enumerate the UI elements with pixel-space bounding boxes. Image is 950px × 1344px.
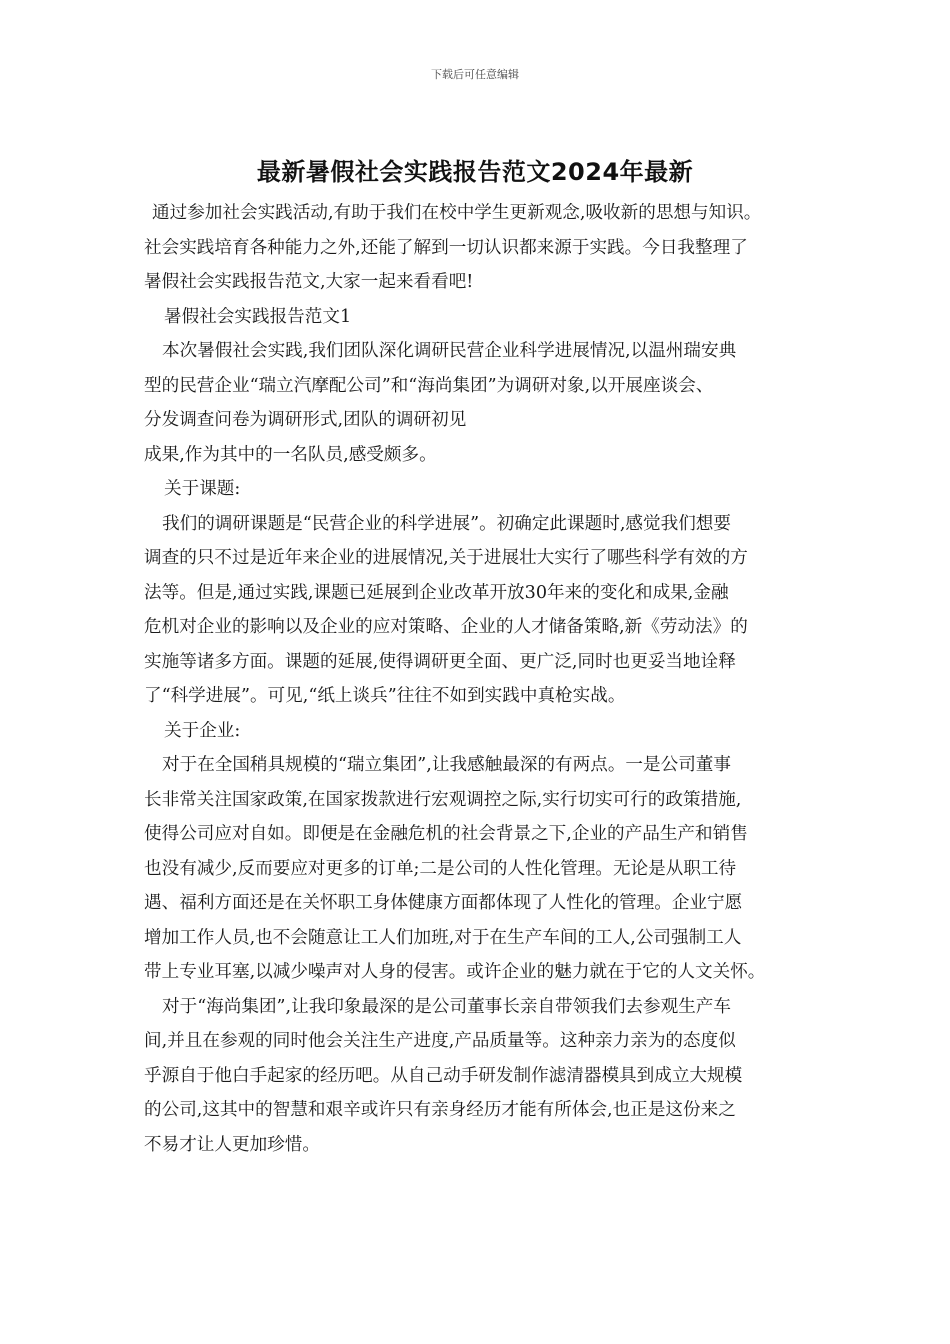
paragraph-line: 乎源自于他白手起家的经历吧。从自己动手研发制作滤清器模具到成立大规模 xyxy=(144,1065,743,1086)
paragraph-line: 我们的调研课题是“民营企业的科学进展”。初确定此课题时,感觉我们想要 xyxy=(162,513,731,534)
paragraph-line: 对于“海尚集团”,让我印象最深的是公司董事长亲自带领我们去参观生产车 xyxy=(162,996,731,1017)
section-heading: 暑假社会实践报告范文1 xyxy=(164,306,352,327)
paragraph-line: 对于在全国稍具规模的“瑞立集团”,让我感触最深的有两点。一是公司董事 xyxy=(162,755,731,775)
paragraph-line: 增加工作人员,也不会随意让工人们加班,对于在生产车间的工人,公司强制工人 xyxy=(144,927,742,948)
header-note: 下载后可任意编辑 xyxy=(431,68,519,81)
paragraph-line: 型的民营企业“瑞立汽摩配公司”和“海尚集团”为调研对象,以开展座谈会、 xyxy=(144,375,714,396)
paragraph-line: 不易才让人更加珍惜。 xyxy=(144,1134,320,1155)
paragraph-line: 调查的只不过是近年来企业的进展情况,关于进展壮大实行了哪些科学有效的方 xyxy=(144,548,748,568)
paragraph-line: 法等。但是,通过实践,课题已延展到企业改革开放30年来的变化和成果,金融 xyxy=(144,582,729,603)
section-heading: 关于课题: xyxy=(164,479,241,499)
paragraph-line: 成果,作为其中的一名队员,感受颇多。 xyxy=(144,444,437,465)
paragraph-line: 了“科学进展”。可见,“纸上谈兵”往往不如到实践中真枪实战。 xyxy=(144,686,626,706)
paragraph-line: 使得公司应对自如。即便是在金融危机的社会背景之下,企业的产品生产和销售 xyxy=(144,824,748,844)
paragraph-line: 间,并且在参观的同时他会关注生产进度,产品质量等。这种亲力亲为的态度似 xyxy=(144,1031,736,1051)
paragraph-line: 长非常关注国家政策,在国家拨款进行宏观调控之际,实行切实可行的政策措施, xyxy=(144,789,742,810)
paragraph-line: 带上专业耳塞,以减少噪声对人身的侵害。或许企业的魅力就在于它的人文关怀。 xyxy=(144,962,766,982)
section-heading: 关于企业: xyxy=(164,720,241,741)
paragraph-line: 遇、福利方面还是在关怀职工身体健康方面都体现了人性化的管理。企业宁愿 xyxy=(144,893,743,913)
paragraph-line: 实施等诸多方面。课题的延展,使得调研更全面、更广泛,同时也更妥当地诠释 xyxy=(144,651,736,672)
paragraph-line: 的公司,这其中的智慧和艰辛或许只有亲身经历才能有所体会,也正是这份来之 xyxy=(144,1100,736,1120)
paragraph-line: 社会实践培育各种能力之外,还能了解到一切认识都来源于实践。今日我整理了 xyxy=(144,237,748,258)
paragraph-line: 本次暑假社会实践,我们团队深化调研民营企业科学进展情况,以温州瑞安典 xyxy=(162,341,737,361)
document-title: 最新暑假社会实践报告范文2024年最新 xyxy=(256,158,694,186)
paragraph-line: 暑假社会实践报告范文,大家一起来看看吧! xyxy=(144,272,474,292)
paragraph-line: 危机对企业的影响以及企业的应对策略、企业的人才储备策略,新《劳动法》的 xyxy=(144,617,748,637)
paragraph-line: 也没有减少,反而要应对更多的订单;二是公司的人性化管理。无论是从职工待 xyxy=(144,858,737,879)
paragraph-line: 分发调查问卷为调研形式,团队的调研初见 xyxy=(144,410,467,430)
document-body xyxy=(144,196,820,1162)
paragraph-line: 通过参加社会实践活动,有助于我们在校中学生更新观念,吸收新的思想与知识。 xyxy=(152,203,762,223)
